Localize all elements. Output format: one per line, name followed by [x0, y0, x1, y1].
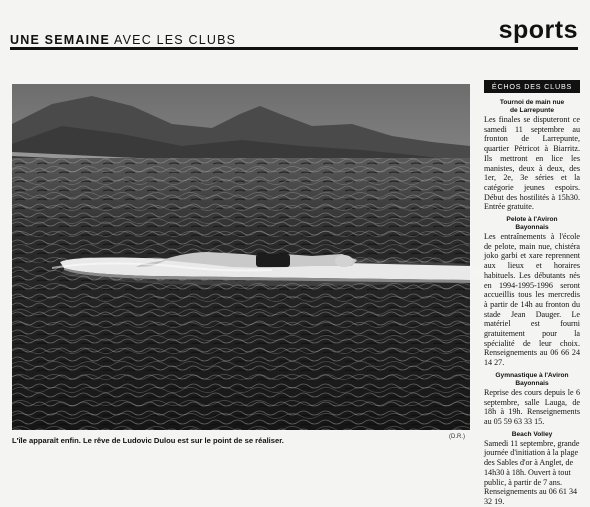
- photo-credit: (D.R.): [449, 434, 465, 440]
- brief-body: Reprise des cours depuis le 6 septembre, salle Lauga, de 18h à 19h. Renseignements au 05 59 63 33 15.: [484, 387, 580, 426]
- brief-body: Les entraînements à l'école de pelote, main nue, chistéra joko garbi et xare reprennent aux lieux et horaires habituels. Les débutants nés en 1994-1995-1996 seront accueillis tous les mercredis à partir de 14h au fronton du stade Jean Dauger. Le matériel est fourni gratuitement pour la spécialité de leur choix. Renseignements au 06 66 24 14 27.: [484, 232, 580, 368]
- page-kicker: UNE SEMAINE AVEC LES CLUBS: [10, 33, 237, 47]
- column-header: ÉCHOS DES CLUBS: [484, 80, 580, 93]
- page-header: [10, 14, 578, 48]
- photo-paddleboarder: [12, 84, 470, 430]
- brief-gymnastique: [484, 372, 580, 427]
- section-title: sports: [498, 16, 578, 44]
- brief-title: Tournoi de main nue de Larrepunte: [499, 99, 565, 114]
- brief-title: Gymnastique à l'Aviron Bayonnais: [495, 371, 569, 387]
- brief-title: Beach Volley: [511, 430, 553, 438]
- brief-beach-volley: [484, 431, 580, 507]
- brief-title: Pelote à l'Aviron Bayonnais: [506, 216, 558, 232]
- photo-caption: L'île apparaît enfin. Le rêve de Ludovic Dulou est sur le point de se réaliser.: [12, 436, 284, 445]
- brief-body: Les finales se disputeront ce samedi 11 septembre au fronton de Larrepunte, quartier Pétricot à Biarritz. Ils mettront en lice les manistes, deux à deux, des 1er, 2e, 3e séries et la catégorie jeunes espoirs. Début des hostilités à 15h30. Entrée gratuite.: [484, 115, 580, 212]
- brief-larrepunte: [484, 99, 580, 212]
- brief-pelote: [484, 216, 580, 368]
- brief-body: Samedi 11 septembre, grande journée d'initiation à la plage des Sables d'or à Anglet, de 14h30 à 18h. Ouvert à tout public, à partir de 7 ans. Renseignements au 06 61 34 32 19.: [484, 438, 580, 506]
- club-news-column: [484, 80, 580, 506]
- header-rule: [10, 47, 578, 50]
